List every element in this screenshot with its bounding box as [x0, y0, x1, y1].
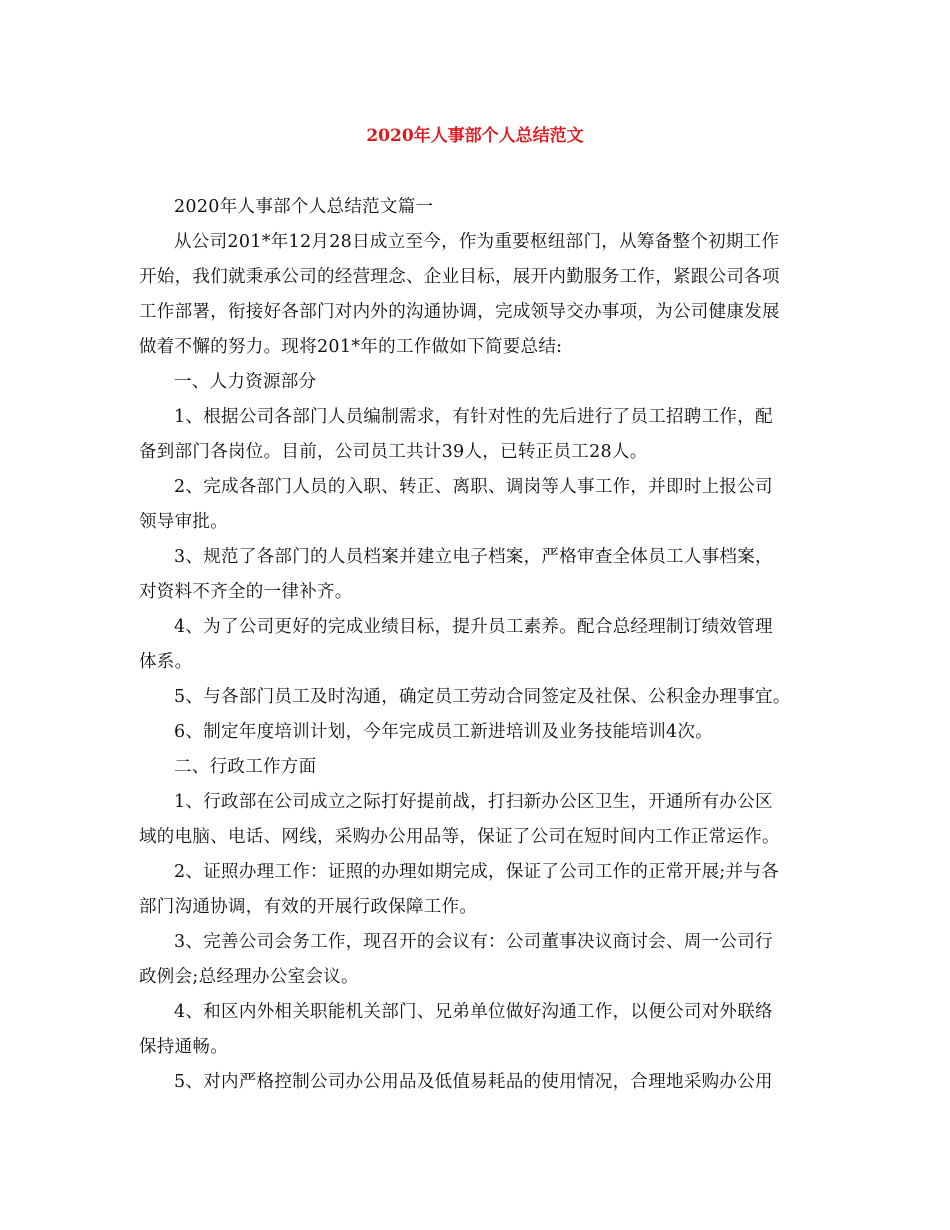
body-paragraph	[139, 1065, 811, 1100]
body-paragraph	[139, 365, 811, 400]
body-paragraph	[139, 785, 811, 855]
text-line: 体系。	[139, 652, 193, 672]
text-line: 领导审批。	[139, 512, 228, 532]
text-line: 4、为了公司更好的完成业绩目标，提升员工素养。配合总经理制订绩效管理	[174, 617, 773, 637]
text-line: 2020年人事部个人总结范文篇一	[174, 197, 434, 217]
text-line: 开始，我们就秉承公司的经营理念、企业目标，展开内勤服务工作，紧跟公司各项	[139, 267, 780, 287]
text-line: 6、制定年度培训计划，今年完成员工新进培训及业务技能培训4次。	[174, 722, 714, 742]
body-paragraph	[139, 225, 811, 365]
text-line: 1、行政部在公司成立之际打好提前战，打扫新办公区卫生，开通所有办公区	[174, 792, 773, 812]
body-paragraph	[139, 750, 811, 785]
text-line: 从公司201*年12月28日成立至今，作为重要枢纽部门，从筹备整个初期工作	[174, 232, 780, 252]
body-paragraph	[139, 190, 811, 225]
body-paragraph	[139, 925, 811, 995]
document-body	[139, 190, 811, 1100]
text-line: 3、完善公司会务工作，现召开的会议有：公司董事决议商讨会、周一公司行	[174, 932, 773, 952]
body-paragraph	[139, 540, 811, 610]
text-line: 做着不懈的努力。现将201*年的工作做如下简要总结:	[139, 337, 563, 357]
text-line: 保持通畅。	[139, 1037, 228, 1057]
body-paragraph	[139, 610, 811, 680]
text-line: 一、人力资源部分	[174, 372, 317, 392]
body-paragraph	[139, 855, 811, 925]
text-line: 政例会;总经理办公室会议。	[139, 967, 359, 987]
text-line: 5、与各部门员工及时沟通，确定员工劳动合同签定及社保、公积金办理事宜。	[174, 687, 791, 707]
body-paragraph	[139, 995, 811, 1065]
text-line: 备到部门各岗位。目前，公司员工共计39人，已转正员工28人。	[139, 442, 648, 462]
text-line: 域的电脑、电话、网线，采购办公用品等，保证了公司在短时间内工作正常运作。	[139, 827, 780, 847]
body-paragraph	[139, 470, 811, 540]
text-line: 部门沟通协调，有效的开展行政保障工作。	[139, 897, 478, 917]
text-line: 二、行政工作方面	[174, 757, 317, 777]
text-line: 工作部署，衔接好各部门对内外的沟通协调，完成领导交办事项，为公司健康发展	[139, 302, 780, 322]
body-paragraph	[139, 680, 811, 715]
text-line: 2、证照办理工作：证照的办理如期完成，保证了公司工作的正常开展;并与各	[174, 862, 780, 882]
body-paragraph	[139, 715, 811, 750]
document-title: 2020年人事部个人总结范文	[366, 126, 584, 146]
body-paragraph	[139, 400, 811, 470]
text-line: 5、对内严格控制公司办公用品及低值易耗品的使用情况，合理地采购办公用	[174, 1072, 773, 1092]
text-line: 3、规范了各部门的人员档案并建立电子档案，严格审查全体员工人事档案，	[174, 547, 773, 567]
text-line: 对资料不齐全的一律补齐。	[139, 582, 353, 602]
text-line: 4、和区内外相关职能机关部门、兄弟单位做好沟通工作，以便公司对外联络	[174, 1002, 773, 1022]
text-line: 2、完成各部门人员的入职、转正、离职、调岗等人事工作，并即时上报公司	[174, 477, 773, 497]
text-line: 1、根据公司各部门人员编制需求，有针对性的先后进行了员工招聘工作，配	[174, 407, 773, 427]
